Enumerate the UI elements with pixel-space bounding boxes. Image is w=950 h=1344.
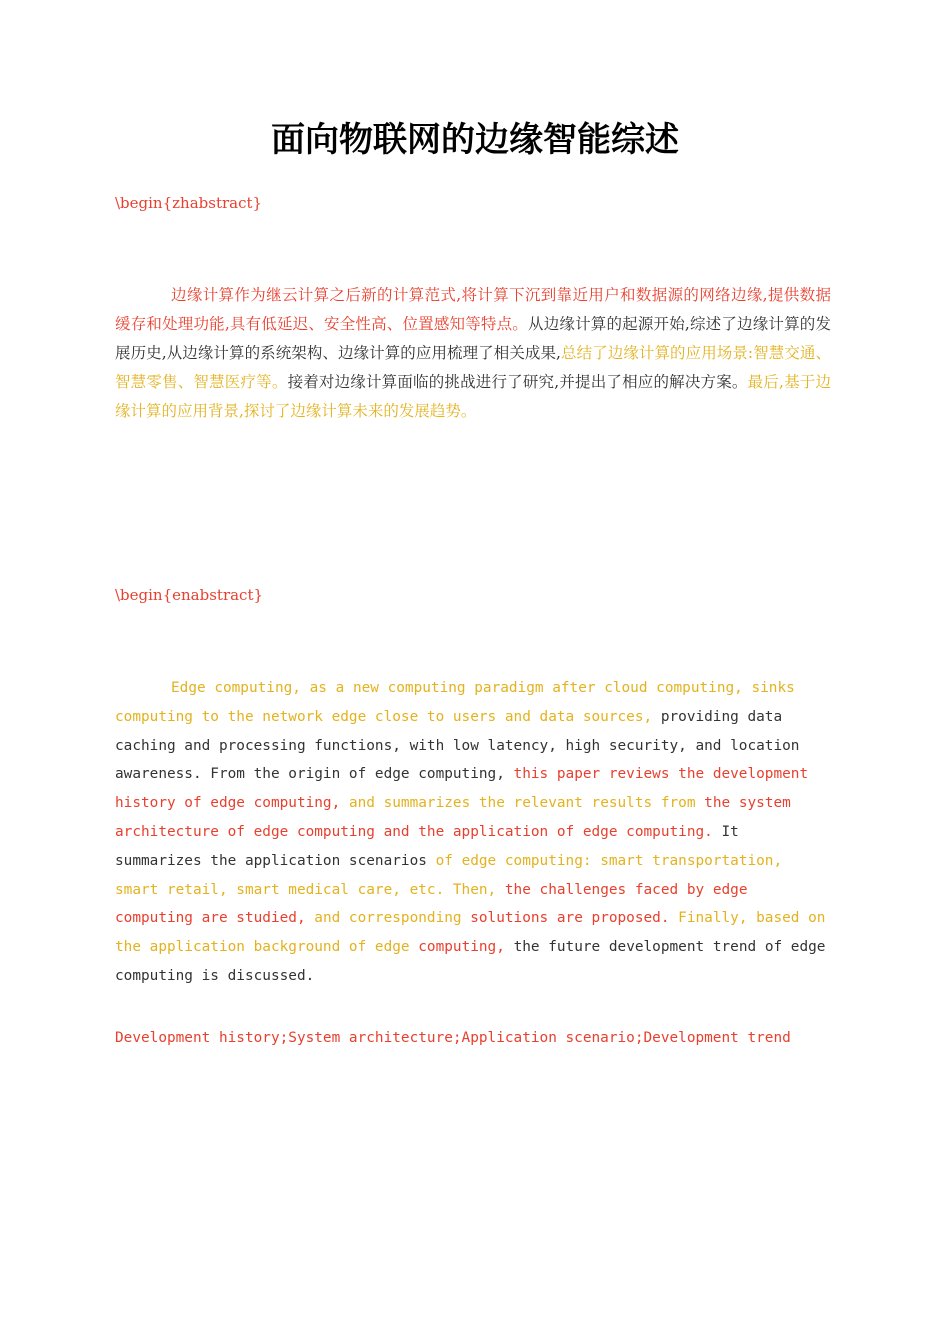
en-abstract-segment: and corresponding: [314, 910, 471, 927]
zh-abstract-segment: 边缘计算作为继云计算之后新的计算范式,将计算下沉到靠近用户和数据源的网络边缘,提供数据缓存和处理功能,具有低延迟、安全性高、位置感知等特点。: [115, 286, 831, 333]
en-abstract-segment: the challenges faced by edge computing are studied,: [115, 881, 748, 927]
en-abstract-segment: solutions are proposed.: [470, 910, 679, 927]
en-abstract-begin-macro: \begin{enabstract}: [115, 586, 264, 604]
english-keywords: Development history;System architecture;Application scenario;Development trend: [115, 1030, 791, 1046]
page-title: 面向物联网的边缘智能综述: [271, 120, 679, 160]
en-abstract-segment: It summarizes the application scenarios: [115, 823, 739, 869]
zh-abstract-segment: 总结了边缘计算的应用场景:智慧交通、智慧零售、智慧医疗等。: [115, 344, 831, 391]
en-abstract-segment: Edge computing, as a new computing paradigm after cloud computing, sinks computing to the network edge close to users and data sources,: [115, 680, 795, 725]
zh-abstract-segment: 最后,基于边缘计算的应用背景,探讨了边缘计算未来的发展趋势。: [115, 373, 831, 420]
en-abstract-segment: computing,: [418, 939, 514, 956]
en-abstract-segment: providing data caching and processing functions, with low latency, high security, and location awareness. From the origin of edge computing,: [115, 708, 800, 783]
en-abstract-segment: the future development trend of edge computing is discussed.: [115, 939, 826, 984]
zh-abstract-segment: 接着对边缘计算面临的挑战进行了研究,并提出了相应的解决方案。: [287, 373, 748, 391]
en-abstract-segment: and summarizes the relevant results from: [348, 795, 705, 812]
chinese-abstract: [115, 281, 831, 426]
zh-abstract-segment: 从边缘计算的起源开始,综述了边缘计算的发展历史,从边缘计算的系统架构、边缘计算的应用梳理了相关成果,: [115, 315, 831, 362]
en-abstract-segment: of edge computing: smart transportation, smart retail, smart medical care, etc. Then,: [115, 852, 783, 898]
zh-abstract-begin-macro: \begin{zhabstract}: [115, 194, 263, 212]
en-abstract-segment: the system architecture of edge computing and the application of edge computing.: [115, 795, 791, 840]
english-abstract: [115, 674, 831, 991]
en-abstract-segment: Finally, based on the application background of edge: [115, 910, 826, 956]
en-abstract-segment: this paper reviews the development history of edge computing,: [115, 766, 809, 812]
